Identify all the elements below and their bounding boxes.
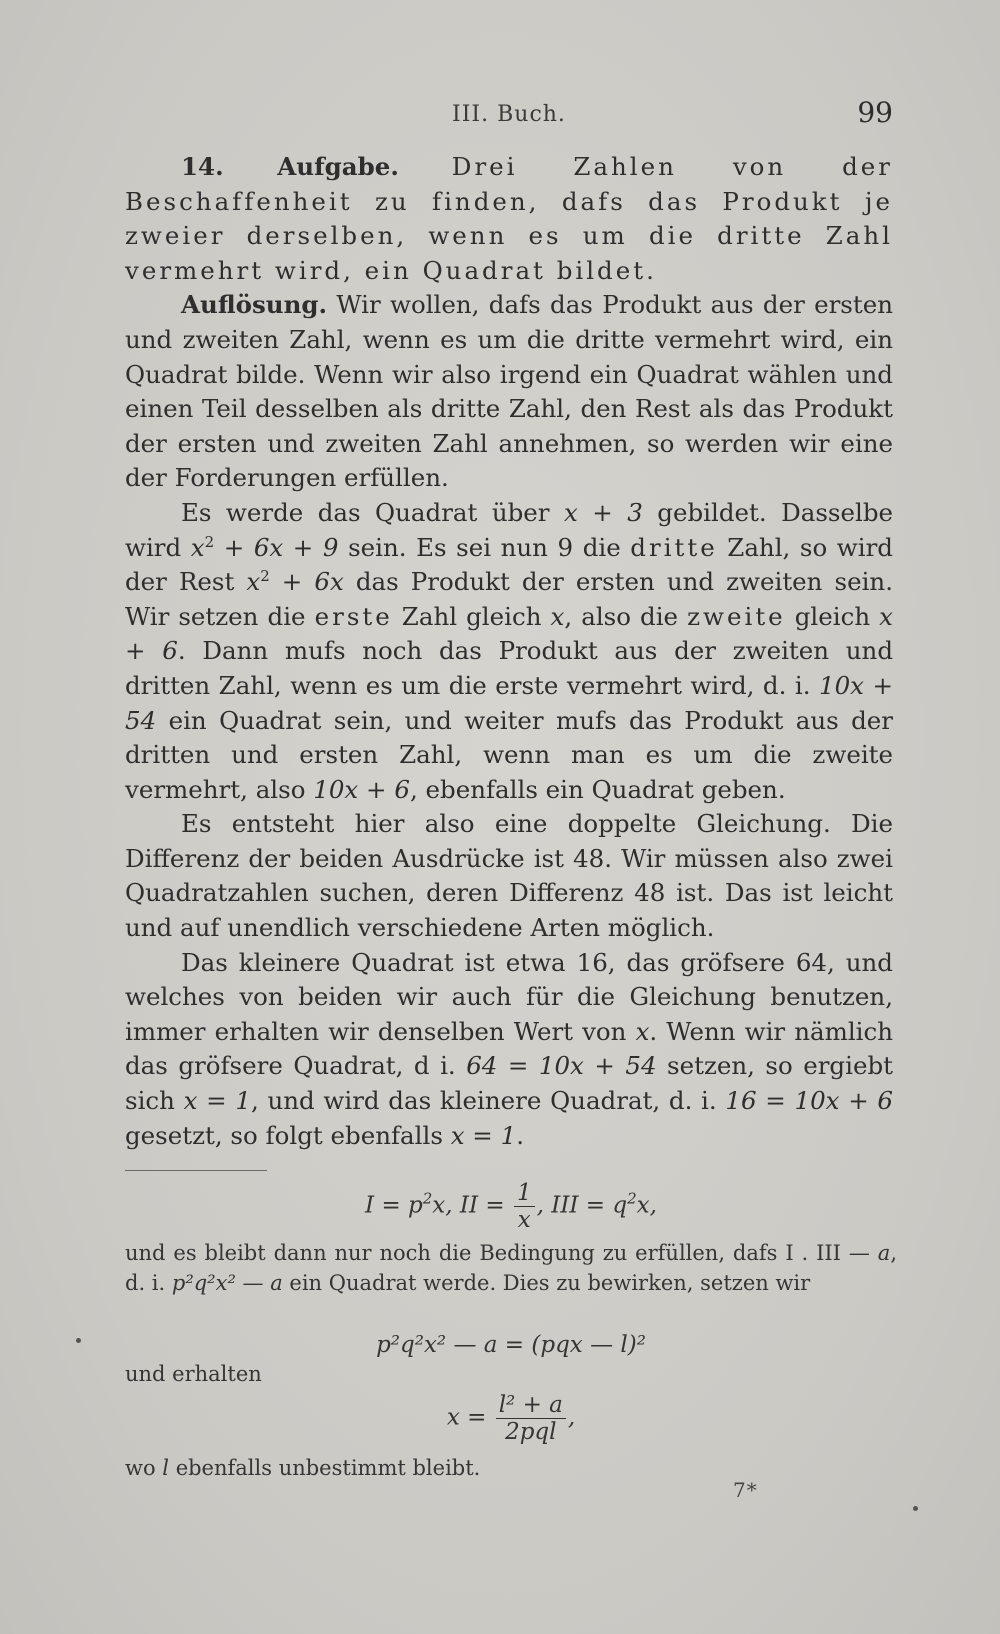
paragraph-solution <box>125 288 893 496</box>
superscript: 2 <box>204 532 215 551</box>
text-run: ein Quadrat sein, und weiter mufs das Produkt aus der dritten und ersten Zahl, wenn man es um die zweite vermehrt, also <box>125 705 893 804</box>
math-expression: + 6x + 9 <box>214 532 339 562</box>
math-variable: x <box>246 567 261 597</box>
math-expression: 10x + 6 <box>313 774 410 804</box>
math-expression: 10x + 54 <box>125 670 894 735</box>
paragraph-problem <box>125 150 893 288</box>
math-expression: x = 1 <box>183 1086 251 1116</box>
math-expression: 16 = 10x + 6 <box>725 1086 894 1116</box>
text-run: . <box>516 1120 524 1150</box>
text-run: , ebenfalls ein Quadrat geben. <box>409 774 786 804</box>
text-run: sein. Es sei nun 9 die <box>338 532 631 562</box>
math-expression: x + 6 <box>125 601 893 666</box>
math-variable: x <box>550 601 565 631</box>
spaced-word: dritte <box>630 532 718 562</box>
printer-signature: 7* <box>733 1478 758 1502</box>
solution-text: Wir wollen, dafs das Produkt aus der ersten und zweiten Zahl, wenn es um die dritte vermehrt wird, ein Quadrat bilde. Wenn wir also irgend ein Quadrat wählen und einen Teil desselben als dritte Zahl, den Rest als das Produkt der ersten und zweiten Zahl annehmen, so werden wir eine der Forderungen erfüllen. <box>125 290 893 493</box>
spaced-word: erste <box>314 601 393 631</box>
footnote-equation-1 <box>125 1180 897 1236</box>
text-run: gleich <box>785 601 880 631</box>
math-variable: x <box>635 1016 650 1046</box>
problem-label: 14. Aufgabe. <box>181 152 399 181</box>
text-run: gesetzt, so folgt ebenfalls <box>125 1120 451 1150</box>
superscript: 2 <box>260 567 270 586</box>
math-variable: l <box>162 1456 170 1480</box>
paper-speck <box>913 1506 918 1511</box>
math-expression: + 6x <box>269 567 344 597</box>
page-number: 99 <box>857 96 893 129</box>
paper-speck <box>76 1338 81 1343</box>
text-run: . Wenn wir nämlich das gröfsere Quadrat, d i. <box>125 1016 893 1081</box>
footnote-rule <box>125 1170 267 1171</box>
superscript: 2 <box>422 1189 433 1208</box>
running-head: III. Buch. <box>452 102 566 127</box>
math-expression: 64 = 10x + 54 <box>466 1051 657 1081</box>
math-expression: , <box>567 1404 576 1431</box>
solution-label: Auflösung. <box>181 290 328 320</box>
fraction <box>514 1180 535 1233</box>
math-expression: x + 3 <box>563 497 643 527</box>
text-run: wo <box>125 1456 163 1480</box>
page-header <box>125 96 893 132</box>
equation-line <box>125 1180 897 1233</box>
fraction-denominator: 2pql <box>505 1419 557 1445</box>
footnote-text-2: und erhalten <box>125 1362 262 1386</box>
text-run: . Dann mufs noch das Produkt aus der zweiten und dritten Zahl, wenn es um die erste vermehrt wird, d. i. <box>125 636 894 700</box>
fraction-numerator: 1 <box>514 1180 535 1207</box>
math-expression: x, <box>636 1192 657 1219</box>
text-run: Zahl gleich <box>392 601 551 631</box>
text-run: , also die <box>564 601 688 631</box>
superscript: 2 <box>627 1189 637 1208</box>
footnote-text-3 <box>125 1456 897 1480</box>
text-run: , d. i. <box>125 1241 897 1295</box>
math-expression: x = <box>446 1404 494 1431</box>
spaced-word: zweite <box>687 601 786 631</box>
main-text <box>125 150 893 1153</box>
math-variable: x <box>190 532 205 562</box>
math-expression: x = 1 <box>450 1120 517 1150</box>
text-run: Es werde das Quadrat über <box>181 497 564 527</box>
text-run: , und wird das kleinere Quadrat, d. i. <box>250 1086 726 1116</box>
footnote-equation-3 <box>125 1392 897 1452</box>
fraction <box>496 1392 566 1445</box>
problem-statement: Drei Zahlen von der Beschaffenheit zu finden, dafs das Produkt je zweier derselben, wenn es um die dritte Zahl vermehrt wird, ein Quadrat bildet. <box>125 152 893 285</box>
text-run: Zahl, so wird der Rest <box>125 532 893 597</box>
text-run: das Produkt der ersten und zweiten sein. Wir setzen die <box>125 567 893 631</box>
text-run: Das kleinere Quadrat ist etwa 16, das gröfsere 64, und welches von beiden wir auch für die Gleichung benutzen, immer erhalten wir denselben Wert von <box>125 947 893 1046</box>
math-expression: I = p <box>365 1192 423 1219</box>
math-expression: p²q²x² — a <box>171 1271 283 1295</box>
text-run: gebildet. Dasselbe wird <box>125 497 894 562</box>
equation-line: p²q²x² — a = (pqx — l)² <box>376 1332 646 1358</box>
paragraph-squares <box>125 946 893 1154</box>
equation-line <box>125 1392 897 1445</box>
text-run: ein Quadrat werde. Dies zu bewirken, setzen wir <box>282 1271 811 1295</box>
fraction-numerator: l² + a <box>496 1392 566 1419</box>
text-run: ebenfalls unbestimmt bleibt. <box>169 1456 481 1480</box>
fraction-denominator: x <box>517 1207 531 1233</box>
footnote-equation-2 <box>125 1332 897 1366</box>
paragraph-square <box>125 496 893 807</box>
math-expression: x, II = <box>432 1192 512 1219</box>
paragraph-double-equation: Es entsteht hier also eine doppelte Gleichung. Die Differenz der beiden Ausdrücke ist 48. Wir müssen also zwei Quadratzahlen suchen, deren Differenz 48 ist. Das ist leicht und auf unendlich verschiedene Arten möglich. <box>125 809 893 943</box>
text-run: und es bleibt dann nur noch die Bedingung zu erfüllen, dafs I . III — <box>125 1241 878 1265</box>
math-variable: a <box>877 1241 891 1265</box>
footnote-text-1 <box>125 1238 897 1298</box>
math-expression: , III = q <box>536 1192 628 1219</box>
text-run: setzen, so ergiebt sich <box>125 1051 893 1116</box>
